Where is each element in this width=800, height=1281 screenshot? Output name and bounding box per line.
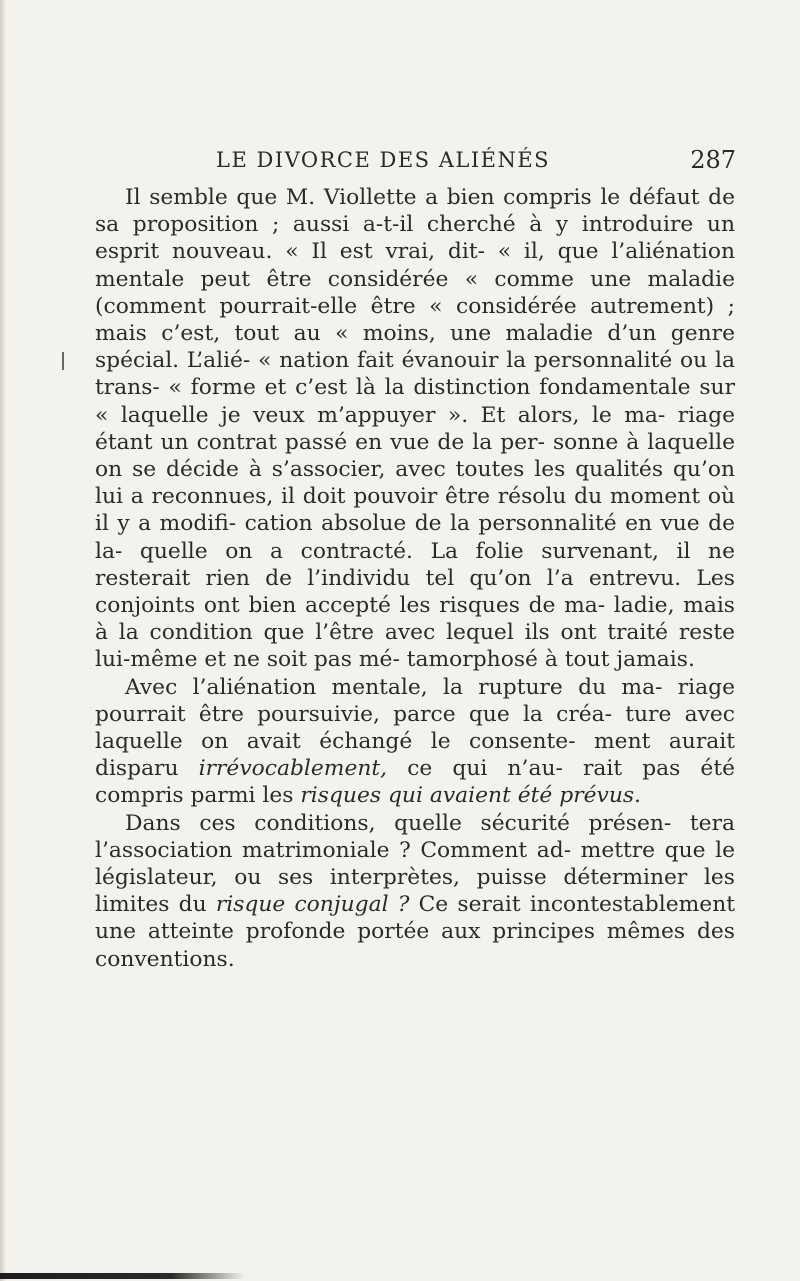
body-text [95,184,735,973]
paragraph-text: Avec l’aliénation mentale, la rupture du ma- riage pourrait être poursuivie, parce que la créa- ture avec laquelle on avait échangé le consente- ment aurait disparu [95,674,735,782]
paragraph [95,810,735,973]
page-gutter-shadow [0,0,6,1281]
paragraph [95,184,735,674]
paragraph [95,674,735,810]
margin-mark [62,352,64,370]
paragraph-text: Ce serait incontestablement une atteinte profonde portée aux principes mêmes des conventions. [95,892,735,972]
paragraph-text: Dans ces conditions, quelle sécurité présen- tera l’association matrimoniale ? Comment ad- mettre que le législateur, ou ses interprètes, puisse déterminer les limites du [95,810,735,918]
paragraph-text: ce qui n’au- rait pas été compris parmi les [95,756,735,809]
paragraph-text: Il semble que M. Viollette a bien compris le défaut de sa proposition ; aussi a-t-il cherché à y introduire un esprit nouveau. « Il est vrai, dit- « il, que l’aliénation mentale peut être considérée « comme une maladie (comment pourrait-elle être « considérée autrement) ; mais c’est, tout au « moins, une maladie d’un genre spécial. L’alié- « nation fait évanouir la personnalité ou la trans- « forme et c’est là la distinction fondamentale sur « laquelle je veux m’appuyer ». Et alors, le ma- riage étant un contrat passé en vue de la per- sonne à laquelle on se décide à s’associer, avec toutes les qualités qu’on lui a reconnues, il doit pouvoir être résolu du moment où il y a modifi- cation absolue de la personnalité en vue de la- quelle on a contracté. La folie survenant, il ne resterait rien de l’individu tel qu’on l’a entrevu. Les conjoints ont bien accepté les risques de ma- ladie, mais à la condition que l’être avec lequel ils ont traité reste lui-même et ne soit pas mé- tamorphosé à tout jamais. [95,185,735,673]
page-number: 287 [690,146,736,174]
scan-edge-bar [0,1273,245,1279]
running-title: LE DIVORCE DES ALIÉNÉS [216,148,551,172]
italic-term: irrévocablement, [198,756,388,782]
page-header [216,143,736,177]
italic-term: risques qui avaient été prévus. [300,783,641,809]
italic-term: risque conjugal ? [215,892,410,918]
